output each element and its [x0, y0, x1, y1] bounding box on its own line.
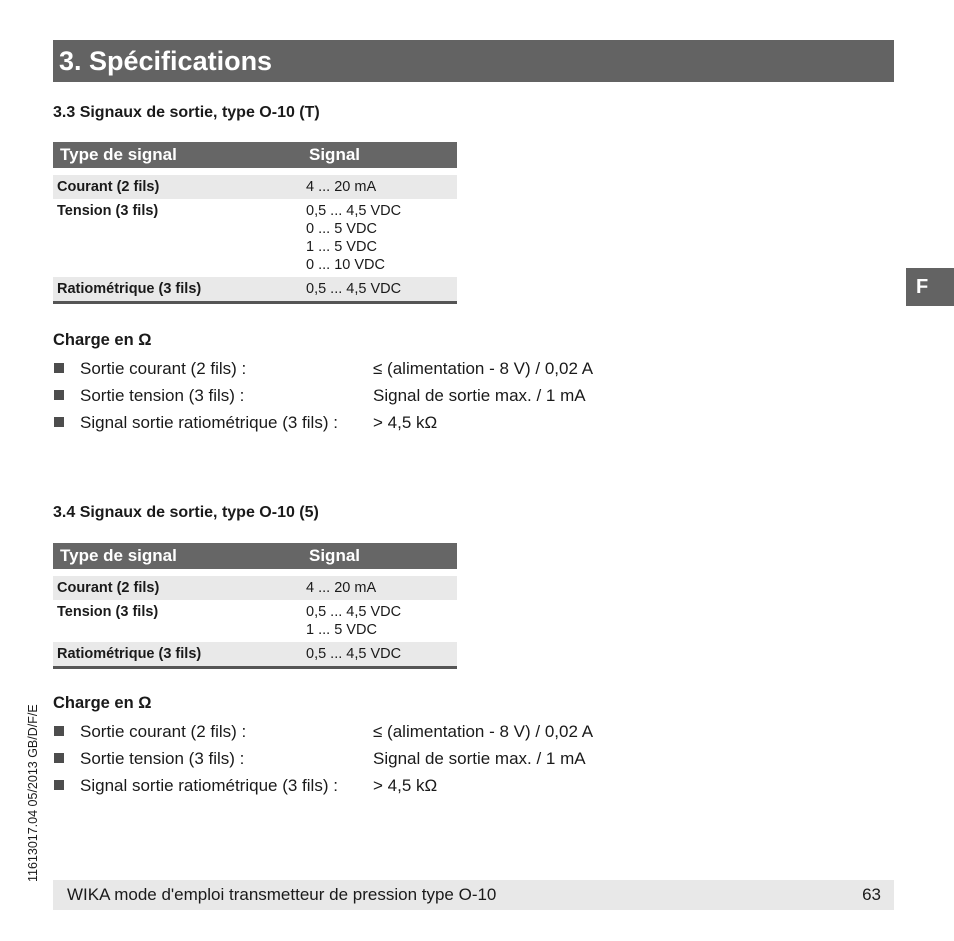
signal-value: 0,5 ... 4,5 VDC: [306, 642, 457, 668]
table-row: [53, 199, 457, 277]
language-tab: F: [906, 268, 954, 306]
section-title: 3.3 Signaux de sortie, type O-10 (T): [53, 104, 320, 121]
signal-value: 0,5 ... 4,5 VDC 0 ... 5 VDC 1 ... 5 VDC 0 ... 10 VDC: [306, 203, 402, 273]
bullet-square-icon: [54, 780, 64, 790]
bullet-square-icon: [54, 417, 64, 427]
table-row: [53, 600, 457, 642]
footer-text: WIKA mode d'emploi transmetteur de pression type O-10: [67, 885, 497, 904]
signal-type: Tension (3 fils): [57, 203, 159, 219]
signal-value: 0,5 ... 4,5 VDC 1 ... 5 VDC: [306, 604, 402, 638]
signal-type: Ratiométrique (3 fils): [53, 277, 306, 303]
signal-type: Courant (2 fils): [53, 576, 306, 600]
table-header-type: Type de signal: [53, 543, 306, 569]
table-row: [53, 642, 457, 668]
charge-title: Charge en Ω: [53, 694, 152, 712]
chapter-title: 3. Spécifications: [53, 40, 894, 82]
signal-table: [53, 543, 457, 669]
section-title: 3.4 Signaux de sortie, type O-10 (5): [53, 504, 319, 521]
page-footer: [53, 880, 894, 910]
bullet-square-icon: [54, 726, 64, 736]
signal-table: [53, 142, 457, 304]
table-header-type: Type de signal: [53, 142, 306, 168]
document-code: 11613017.04 05/2013 GB/D/F/E: [26, 704, 40, 882]
signal-value: 0,5 ... 4,5 VDC: [306, 277, 457, 303]
bullet-square-icon: [54, 390, 64, 400]
table-row: [53, 576, 457, 600]
signal-type: Ratiométrique (3 fils): [53, 642, 306, 668]
table-header-signal: Signal: [306, 142, 457, 168]
signal-value: 4 ... 20 mA: [306, 175, 457, 199]
signal-type: Tension (3 fils): [57, 604, 159, 620]
bullet-square-icon: [54, 363, 64, 373]
page-number: 63: [862, 885, 881, 904]
table-row: [53, 277, 457, 303]
signal-value: 4 ... 20 mA: [306, 576, 457, 600]
bullet-square-icon: [54, 753, 64, 763]
table-row: [53, 175, 457, 199]
table-header-signal: Signal: [306, 543, 457, 569]
signal-type: Courant (2 fils): [53, 175, 306, 199]
charge-title: Charge en Ω: [53, 331, 152, 349]
